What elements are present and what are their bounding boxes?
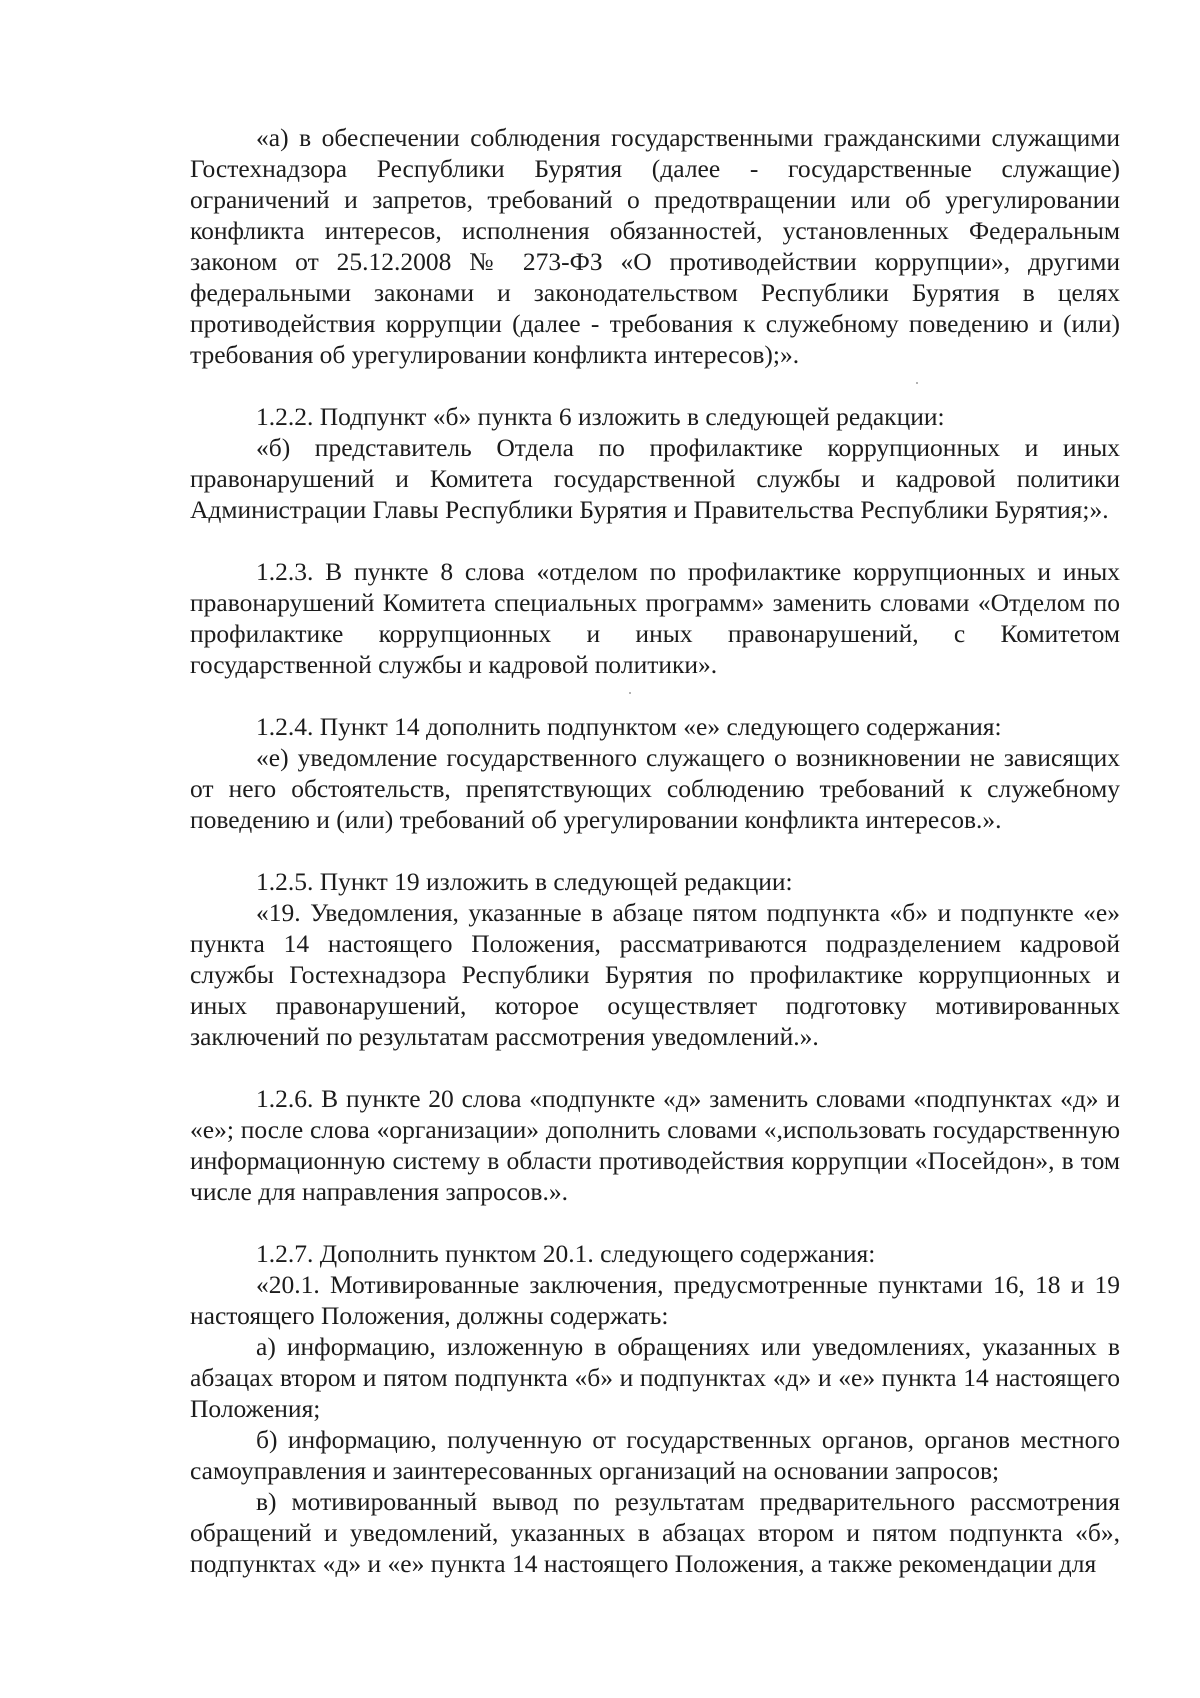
- paragraph-1-2-6: 1.2.6. В пункте 20 слова «подпункте «д» заменить словами «подпунктах «д» и «е»; после слова «организации» дополнить словами «,использовать государственную информационную систему в области противодействия коррупции «Посейдон», в том числе для направления запросов.».: [190, 1084, 1120, 1206]
- scan-speck: [629, 692, 631, 694]
- paragraph-list-a: а) информацию, изложенную в обращениях или уведомлениях, указанных в абзацах втором и пятом подпункта «б» и подпунктах «д» и «е» пункта 14 настоящего Положения;: [190, 1332, 1120, 1423]
- scan-speck: [916, 382, 918, 384]
- paragraph-1-2-2-heading: 1.2.2. Подпункт «б» пункта 6 изложить в следующей редакции:: [256, 402, 945, 431]
- paragraph-list-b: б) информацию, полученную от государственных органов, органов местного самоуправления и заинтересованных организаций на основании запросов;: [190, 1425, 1120, 1485]
- paragraph-list-v: в) мотивированный вывод по результатам предварительного рассмотрения обращений и уведомлений, указанных в абзацах втором и пятом подпункта «б», подпунктах «д» и «е» пункта 14 настоящего Положения, а также рекомендации для: [190, 1487, 1120, 1578]
- paragraph-subitem-a: «а) в обеспечении соблюдения государственными гражданскими служащими Гостехнадзора Республики Бурятия (далее - государственные служащие) ограничений и запретов, требований о предотвращении или об урегулировании конфликта интересов, исполнения обязанностей, установленных Федеральным законом от 25.12.2008 № 273-ФЗ «О противодействии коррупции», другими федеральными законами и законодательством Республики Бурятия в целях противодействия коррупции (далее - требования к служебному поведению и (или) требования об урегулировании конфликта интересов);».: [190, 123, 1120, 369]
- paragraph-subitem-b: «б) представитель Отдела по профилактике коррупционных и иных правонарушений и Комитета государственной службы и кадровой политики Администрации Главы Республики Бурятия и Правительства Республики Бурятия;».: [190, 433, 1120, 524]
- paragraph-1-2-3: 1.2.3. В пункте 8 слова «отделом по профилактике коррупционных и иных правонарушений Комитета специальных программ» заменить словами «Отделом по профилактике коррупционных и иных правонарушений, с Комитетом государственной службы и кадровой политики».: [190, 557, 1120, 679]
- paragraph-subitem-e: «е) уведомление государственного служащего о возникновении не зависящих от него обстоятельств, препятствующих соблюдению требований к служебному поведению и (или) требований об урегулировании конфликта интересов.».: [190, 743, 1120, 834]
- paragraph-1-2-4-heading: 1.2.4. Пункт 14 дополнить подпунктом «е» следующего содержания:: [256, 712, 1002, 741]
- paragraph-item-19: «19. Уведомления, указанные в абзаце пятом подпункта «б» и подпункте «е» пункта 14 настоящего Положения, рассматриваются подразделением кадровой службы Гостехнадзора Республики Бурятия по профилактике коррупционных и иных правонарушений, которое осуществляет подготовку мотивированных заключений по результатам рассмотрения уведомлений.».: [190, 898, 1120, 1051]
- document-body: [190, 122, 1120, 1579]
- paragraph-1-2-7-heading: 1.2.7. Дополнить пунктом 20.1. следующего содержания:: [256, 1239, 876, 1268]
- paragraph-1-2-5-heading: 1.2.5. Пункт 19 изложить в следующей редакции:: [256, 867, 793, 896]
- paragraph-item-20-1: «20.1. Мотивированные заключения, предусмотренные пунктами 16, 18 и 19 настоящего Положения, должны содержать:: [190, 1270, 1120, 1330]
